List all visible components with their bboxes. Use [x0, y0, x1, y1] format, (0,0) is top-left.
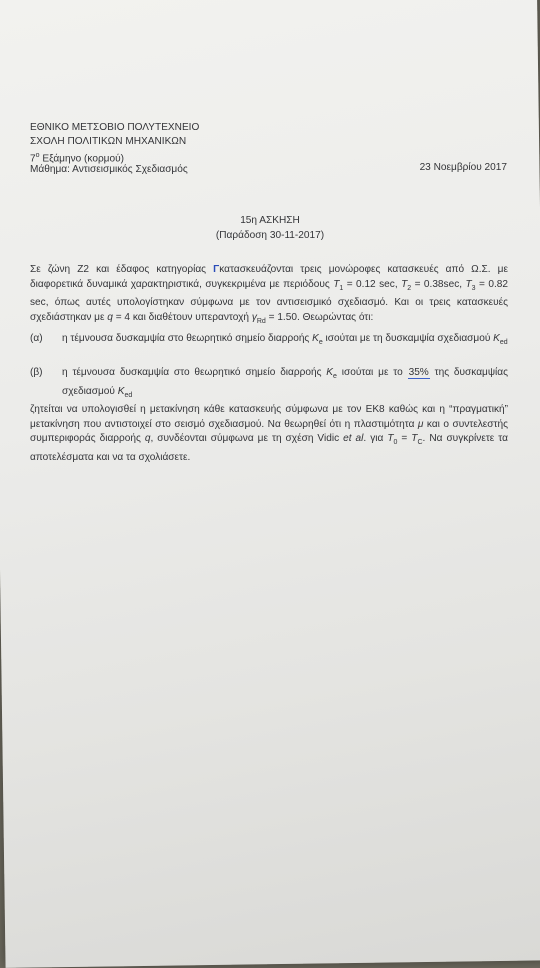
- intro-paragraph: Σε ζώνη Ζ2 και έδαφος κατηγορίας Γκατασκευάζονται τρεις μονώροφες κατασκευές από Ω.Σ. με διαφορετικά δυναμικά χαρακτηριστικά, συγκεκριμένα με περιόδους $T_1 = 0.12$ sec, $T_2 = 0.38\sec$, $T_3 = 0.82$ sec, όπως αυτές υπολογίστηκαν σύμφωνα με τον αντισεισμικό σχεδιασμό. Και οι τρεις κατασκευές σχεδιάστηκαν με q = 4 και διαθέτουν υπεραντοχή $\gamma_{Rd} = 1.50$. Θεωρώντας ότι:: [30, 264, 508, 325]
- circled-percentage: 35%: [408, 367, 429, 378]
- closing-paragraph: ζητείται να υπολογισθεί η μετακίνηση κάθε κατασκευής σύμφωνα με τον ΕΚ8 καθώς και η “πραγματική” μετακίνηση που αντιστοιχεί στο σεισμό σχεδιασμού. Να θεωρηθεί ότι η πλαστιμότητα μ και ο συντελεστής συμπεριφοράς διαρροής q, συνδέονται σύμφωνα με τη σχέση Vidic et al. για $T_0 = T_C$. Να συγκρίνετε τα αποτελέσματα και να τα σχολιάσετε.: [30, 404, 508, 463]
- item-label: (β): [30, 367, 43, 378]
- item-label: (α): [30, 333, 43, 344]
- due-date: (Παράδοση 30-11-2017): [215, 230, 325, 241]
- semester-text: Εξάμηνο (κορμού): [39, 153, 124, 165]
- list-item: [30, 332, 508, 351]
- item-text: η τέμνουσα δυσκαμψία στο θεωρητικό σημείο διαρροής $K_e$ ισούται με το 35% της δυσκαμψίας σχεδιασμού $K_{ed}$: [62, 367, 508, 399]
- document-date: 23 Νοεμβρίου 2017: [419, 162, 507, 173]
- list-item: [30, 366, 508, 403]
- item-text: η τέμνουσα δυσκαμψία στο θεωρητικό σημείο διαρροής $K_e$ ισούται με τη δυσκαμψία σχεδιασμού $K_{ed}$: [62, 333, 508, 347]
- university-name: ΕΘΝΙΚΟ ΜΕΤΣΟΒΙΟ ΠΟΛΥΤΕΧΝΕΙΟ: [30, 122, 200, 133]
- course-name: Μάθημα: Αντισεισμικός Σχεδιασμός: [30, 164, 188, 175]
- exercise-title: 15η ΑΣΚΗΣΗ: [240, 215, 300, 226]
- semester-number: 7: [30, 153, 36, 165]
- handwritten-mark: Γ: [213, 264, 220, 275]
- school-name: ΣΧΟΛΗ ΠΟΛΙΤΙΚΩΝ ΜΗΧΑΝΙΚΩΝ: [30, 136, 187, 147]
- semester-sup: ο: [35, 152, 40, 159]
